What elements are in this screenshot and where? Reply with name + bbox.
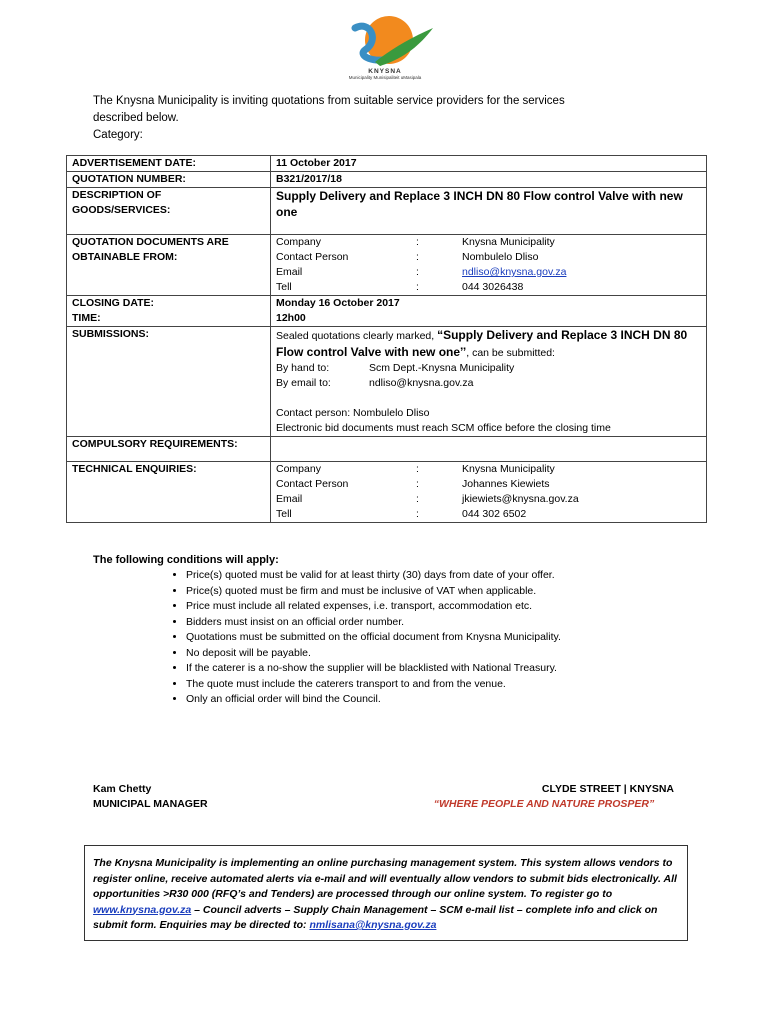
contact-row <box>276 462 701 477</box>
contact-row <box>276 280 701 295</box>
contact-key: Contact Person <box>276 251 349 263</box>
address-block <box>374 782 674 812</box>
by-email-value: ndliso@knysna.gov.za <box>369 377 474 389</box>
contact-key: Email <box>276 493 303 505</box>
online-system-notice <box>84 845 688 941</box>
contact-value: 044 302 6502 <box>462 508 527 520</box>
intro-category: Category: <box>93 129 143 141</box>
conditions-title: The following conditions will apply: <box>93 554 279 566</box>
quotation-number-value: B321/2017/18 <box>271 172 707 188</box>
contact-row <box>276 235 701 250</box>
closing-label <box>67 296 271 327</box>
list-item: • Price must include all related expenses, i.e. transport, accommodation etc. <box>186 599 561 615</box>
contact-row <box>276 492 701 507</box>
documents-label <box>67 235 271 296</box>
logo-subtitle: Municipality Munisipaliteit uMasipala <box>348 75 422 80</box>
description-value: Supply Delivery and Replace 3 INCH DN 80 Flow control Valve with new one <box>271 188 707 235</box>
description-label-line: GOODS/SERVICES: <box>72 204 171 216</box>
contact-value: Johannes Kiewiets <box>462 478 550 490</box>
compulsory-label: COMPULSORY REQUIREMENTS: <box>67 437 271 462</box>
intro-line: The Knysna Municipality is inviting quotations from suitable service providers for the services <box>93 95 565 107</box>
contact-sep: : <box>416 493 419 505</box>
contact-value: Knysna Municipality <box>462 236 555 248</box>
closing-date-value: Monday 16 October 2017 <box>276 297 400 309</box>
contact-value: Knysna Municipality <box>462 463 555 475</box>
row-description <box>67 188 707 235</box>
row-submissions <box>67 327 707 437</box>
contact-person-line: Contact person: Nombulelo Dliso <box>276 407 430 419</box>
time-value: 12h00 <box>276 312 306 324</box>
contact-sep: : <box>416 463 419 475</box>
contact-sep: : <box>416 251 419 263</box>
contact-value: Nombulelo Dliso <box>462 251 539 263</box>
contact-key: Email <box>276 266 303 278</box>
contact-sep: : <box>416 281 419 293</box>
technical-label: TECHNICAL ENQUIRIES: <box>67 462 271 523</box>
notice-text: – Council adverts – Supply Chain Management – SCM e-mail list – complete info and click on submit form. Enquiries may be directed to: <box>93 903 658 931</box>
signatory <box>93 782 208 812</box>
documents-label-line: OBTAINABLE FROM: <box>72 251 178 263</box>
row-closing <box>67 296 707 327</box>
contact-sep: : <box>416 508 419 520</box>
contact-key: Company <box>276 463 321 475</box>
contact-row <box>276 507 701 522</box>
technical-contact <box>271 462 707 523</box>
submissions-intro <box>276 327 701 361</box>
documents-contact <box>271 235 707 296</box>
compulsory-value <box>271 437 707 462</box>
intro-line: described below. <box>93 112 179 124</box>
by-email-key: By email to: <box>276 377 331 389</box>
contact-row <box>276 250 701 265</box>
time-label: TIME: <box>72 312 101 324</box>
contact-row <box>276 477 701 492</box>
quotation-table <box>66 155 707 523</box>
street-address: CLYDE STREET | KNYSNA <box>541 783 674 795</box>
logo-title: KNYSNA <box>368 68 402 75</box>
list-item: • Only an official order will bind the Council. <box>186 692 561 708</box>
email-link[interactable]: ndliso@knysna.gov.za <box>462 266 567 278</box>
row-documents <box>67 235 707 296</box>
signatory-role: MUNICIPAL MANAGER <box>93 798 208 810</box>
by-hand-row <box>276 361 701 376</box>
enquiry-email-link[interactable]: nmlisana@knysna.gov.za <box>309 919 437 931</box>
submissions-label: SUBMISSIONS: <box>67 327 271 437</box>
closing-value <box>271 296 707 327</box>
contact-sep: : <box>416 266 419 278</box>
knysna-emblem-icon <box>335 10 435 70</box>
by-email-row <box>276 376 701 391</box>
contact-key: Tell <box>276 508 292 520</box>
row-technical <box>67 462 707 523</box>
notice-text: The Knysna Municipality is implementing an online purchasing management system. This system allows vendors to register online, receive automated alerts via e-mail and will eventually allow vendors to submit bids electronically. All opportunities >R30 000 (RFQ’s and Tenders) are processed through our online system. To register go to <box>93 857 677 900</box>
list-item: • Bidders must insist on an official order number. <box>186 615 561 631</box>
list-item: • No deposit will be payable. <box>186 646 561 662</box>
list-item: • Price(s) quoted must be valid for at least thirty (30) days from date of your offer. <box>186 568 561 584</box>
description-label-line: DESCRIPTION OF <box>72 189 162 201</box>
row-compulsory <box>67 437 707 462</box>
submissions-tail: , can be submitted: <box>466 347 555 359</box>
row-quotation-number <box>67 172 707 188</box>
contact-value: jkiewiets@knysna.gov.za <box>462 493 579 505</box>
by-hand-value: Scm Dept.-Knysna Municipality <box>369 362 515 374</box>
by-hand-key: By hand to: <box>276 362 330 374</box>
list-item: • Quotations must be submitted on the official document from Knysna Municipality. <box>186 630 561 646</box>
documents-label-line: QUOTATION DOCUMENTS ARE <box>72 236 229 248</box>
website-link[interactable]: www.knysna.gov.za <box>93 903 192 916</box>
list-item: • The quote must include the caterers transport to and from the venue. <box>186 677 561 693</box>
advertisement-date-label: ADVERTISEMENT DATE: <box>67 156 271 172</box>
contact-key: Contact Person <box>276 478 349 490</box>
advertisement-date-value: 11 October 2017 <box>271 156 707 172</box>
knysna-logo <box>325 10 445 85</box>
intro-text <box>93 93 693 144</box>
submissions-value <box>271 327 707 437</box>
quotation-number-label: QUOTATION NUMBER: <box>67 172 271 188</box>
conditions-list <box>166 568 561 708</box>
electronic-bid-line: Electronic bid documents must reach SCM office before the closing time <box>276 422 611 434</box>
contact-sep: : <box>416 236 419 248</box>
motto: “WHERE PEOPLE AND NATURE PROSPER” <box>433 798 655 810</box>
contact-value: 044 3026438 <box>462 281 524 293</box>
submissions-title: “Supply Delivery and Replace 3 INCH DN 80 Flow control Valve with new one’’ <box>276 328 688 359</box>
contact-row <box>276 265 701 280</box>
description-label <box>67 188 271 235</box>
contact-key: Company <box>276 236 321 248</box>
contact-key: Tell <box>276 281 292 293</box>
list-item: • Price(s) quoted must be firm and must be inclusive of VAT when applicable. <box>186 584 561 600</box>
contact-sep: : <box>416 478 419 490</box>
closing-date-label: CLOSING DATE: <box>72 297 155 309</box>
submissions-intro-text: Sealed quotations clearly marked, <box>276 330 438 342</box>
row-advertisement-date <box>67 156 707 172</box>
signatory-name: Kam Chetty <box>93 783 152 795</box>
list-item: • If the caterer is a no-show the supplier will be blacklisted with National Treasury. <box>186 661 561 677</box>
